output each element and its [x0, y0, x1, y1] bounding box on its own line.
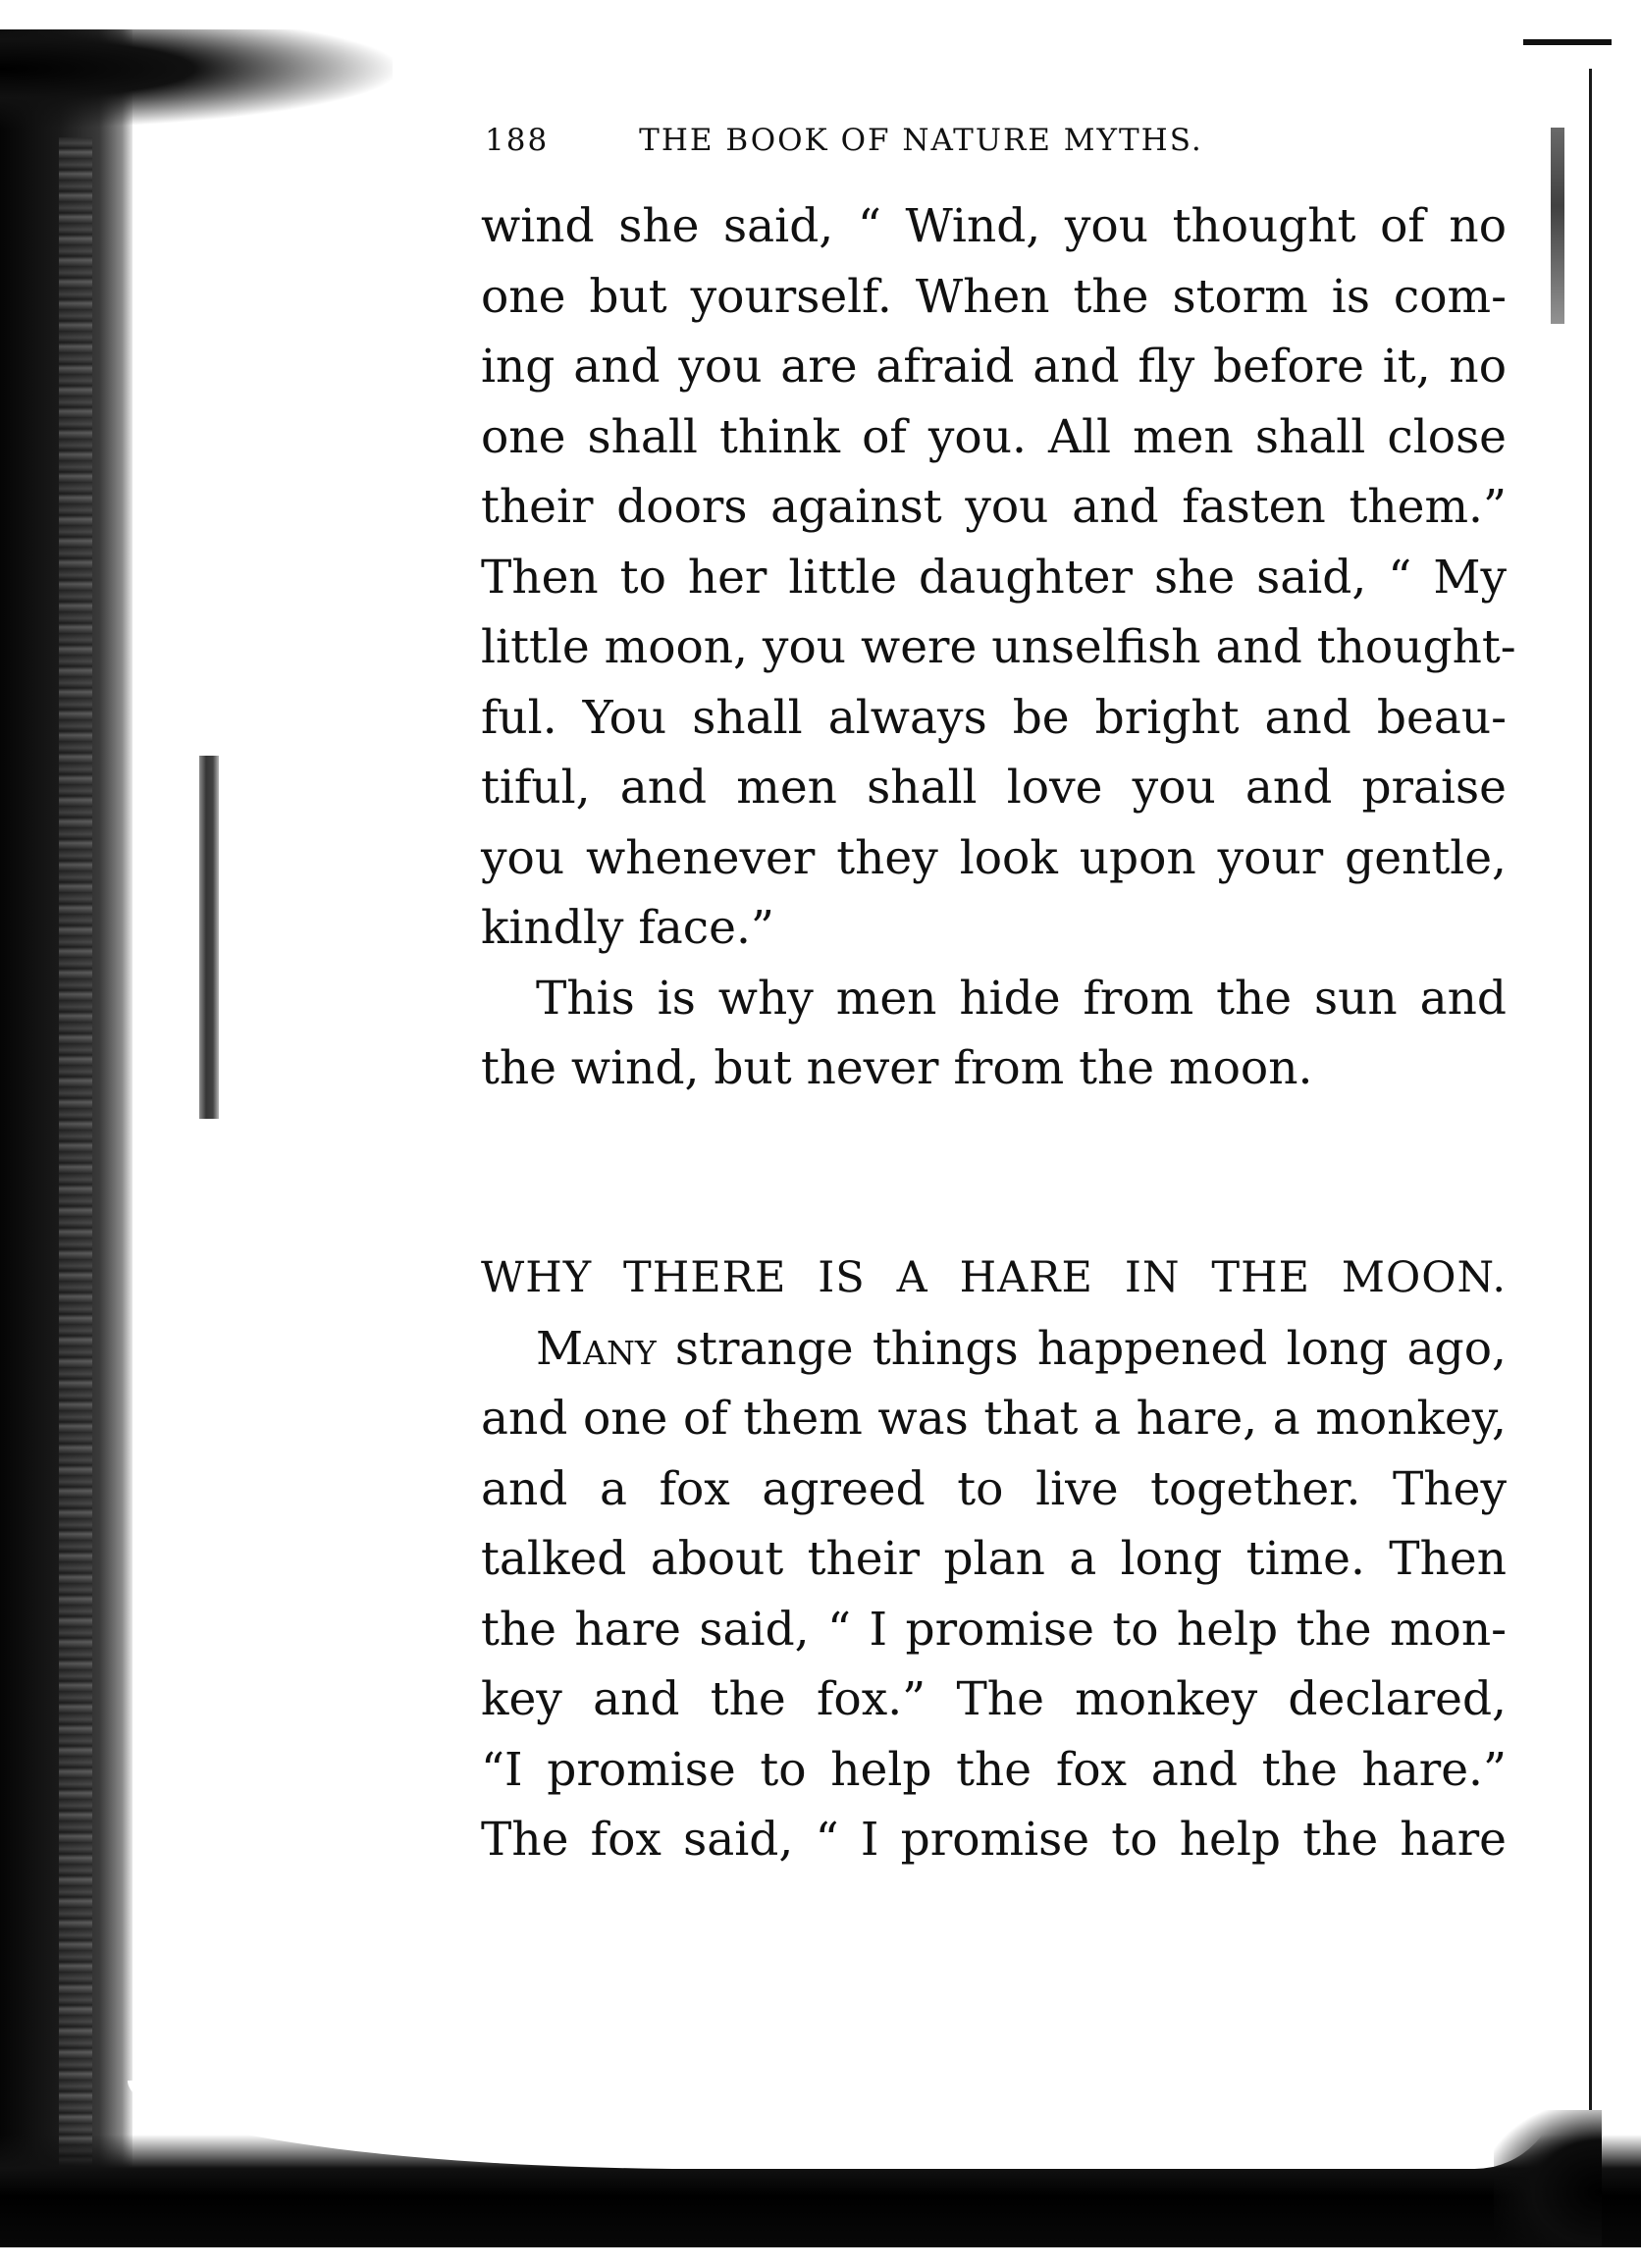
running-header	[485, 123, 1507, 158]
text-line: key and the fox.” The monkey declared,	[481, 1672, 1507, 1726]
text-line: the wind, but never from the moon.	[481, 1041, 1313, 1095]
text-line: Then to her little daughter she said, “ My	[481, 550, 1507, 605]
paragraph-hare-story	[481, 1314, 1507, 1875]
text-line: “I promise to help the fox and the hare.”	[481, 1742, 1507, 1797]
text-line-first	[481, 1314, 1507, 1385]
text-line: one shall think of you. All men shall close	[481, 409, 1507, 464]
section-gap	[481, 1104, 1507, 1241]
page-number: 188	[485, 123, 550, 158]
text-line: wind she said, “ Wind, you thought of no	[481, 199, 1507, 253]
text-line: you whenever they look upon your gentle,	[481, 830, 1507, 885]
drop-word: Many	[536, 1321, 657, 1376]
text-line: and one of them was that a hare, a monkey,	[481, 1392, 1507, 1446]
bottom-right-shadow	[1494, 2110, 1602, 2247]
text-line: one but yourself. When the storm is com-	[481, 269, 1507, 324]
margin-mark	[199, 756, 219, 1119]
text-line: This is why men hide from the sun and	[536, 971, 1507, 1026]
first-line-rest: strange things happened long ago,	[656, 1321, 1507, 1376]
text-line: tiful, and men shall love you and praise	[481, 761, 1507, 815]
text-line: The fox said, “ I promise to help the hare	[481, 1813, 1507, 1867]
text-line: their doors against you and fasten them.”	[481, 480, 1507, 534]
text-line: kindly face.”	[481, 901, 774, 955]
section-heading: WHY THERE IS A HARE IN THE MOON.	[481, 1252, 1507, 1302]
right-edge-cap	[1523, 39, 1612, 45]
text-line: the hare said, “ I promise to help the mon-	[481, 1602, 1507, 1657]
page-text-block	[481, 123, 1516, 1875]
text-line: ing and you are afraid and fly before it, no	[481, 340, 1507, 394]
text-line: and a fox agreed to live together. They	[481, 1461, 1507, 1516]
right-edge-line	[1589, 69, 1592, 2110]
paragraph-wind-and-moon	[481, 191, 1516, 964]
paragraph-conclusion	[481, 964, 1507, 1104]
text-line: talked about their plan a long time. Then	[481, 1532, 1507, 1586]
running-title: THE BOOK OF NATURE MYTHS.	[639, 123, 1203, 158]
left-binding-texture	[59, 137, 92, 2179]
right-edge-mark	[1551, 128, 1564, 324]
text-line: little moon, you were unselfish and thought-	[481, 620, 1516, 674]
text-line: ful. You shall always be bright and beau-	[481, 690, 1507, 745]
top-left-shadow	[0, 29, 393, 128]
